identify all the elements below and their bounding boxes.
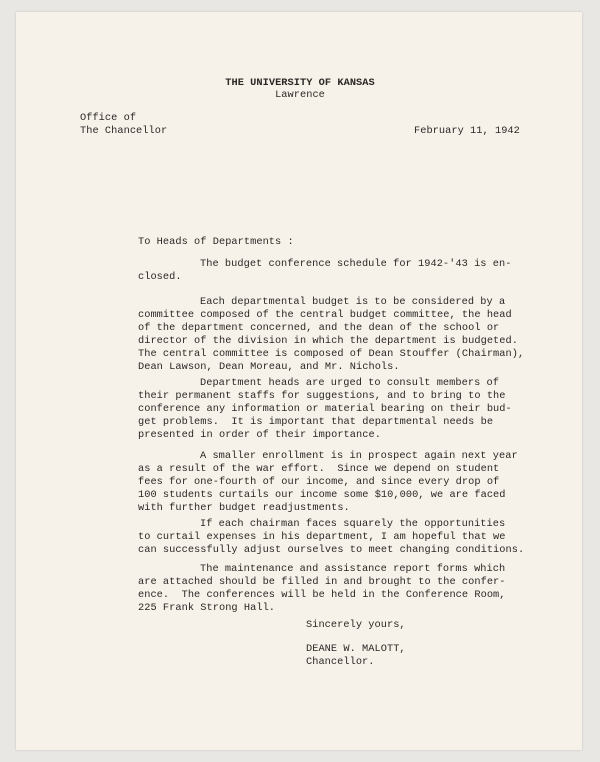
paragraph-line: as a result of the war effort. Since we depend on student bbox=[138, 463, 500, 475]
paragraph-line: of the department concerned, and the dean of the school or bbox=[138, 322, 500, 334]
paragraph-line: Each departmental budget is to be considered by a bbox=[200, 296, 506, 308]
letterhead-city: Lawrence bbox=[275, 89, 325, 101]
closing: Sincerely yours, bbox=[306, 619, 406, 631]
paragraph-line: get problems. It is important that departmental needs be bbox=[138, 416, 494, 428]
paragraph-line: fees for one-fourth of our income, and since every drop of bbox=[138, 476, 500, 488]
paragraph-line: closed. bbox=[138, 271, 182, 283]
salutation: To Heads of Departments : bbox=[138, 236, 294, 248]
paragraph-line: presented in order of their importance. bbox=[138, 429, 381, 441]
paragraph-line: 225 Frank Strong Hall. bbox=[138, 602, 276, 614]
paragraph-line: The maintenance and assistance report forms which bbox=[200, 563, 506, 575]
paragraph-line: director of the division in which the department is budgeted. bbox=[138, 335, 518, 347]
paragraph-line: their permanent staffs for suggestions, and to bring to the bbox=[138, 390, 506, 402]
letter-page bbox=[16, 12, 582, 750]
paragraph-line: to curtail expenses in his department, I am hopeful that we bbox=[138, 531, 506, 543]
paragraph-line: A smaller enrollment is in prospect again next year bbox=[200, 450, 518, 462]
letter-date: February 11, 1942 bbox=[414, 125, 520, 137]
signer-name: DEANE W. MALOTT, bbox=[306, 643, 406, 655]
letterhead-university: THE UNIVERSITY OF KANSAS bbox=[225, 77, 375, 89]
office-line-1: Office of bbox=[80, 112, 137, 124]
signer-title: Chancellor. bbox=[306, 656, 375, 668]
paragraph-line: ence. The conferences will be held in the Conference Room, bbox=[138, 589, 506, 601]
office-line-2: The Chancellor bbox=[80, 125, 168, 137]
paragraph-line: can successfully adjust ourselves to meet changing conditions. bbox=[138, 544, 525, 556]
paragraph-line: committee composed of the central budget committee, the head bbox=[138, 309, 512, 321]
paragraph-line: The central committee is composed of Dean Stouffer (Chairman), bbox=[138, 348, 525, 360]
paragraph-line: 100 students curtails our income some $10,000, we are faced bbox=[138, 489, 506, 501]
paragraph-line: If each chairman faces squarely the opportunities bbox=[200, 518, 506, 530]
paragraph-line: are attached should be filled in and brought to the confer- bbox=[138, 576, 506, 588]
paragraph-line: The budget conference schedule for 1942-'43 is en- bbox=[200, 258, 512, 270]
paragraph-line: with further budget readjustments. bbox=[138, 502, 350, 514]
paragraph-line: Dean Lawson, Dean Moreau, and Mr. Nichols. bbox=[138, 361, 400, 373]
paragraph-line: conference any information or material bearing on their bud- bbox=[138, 403, 512, 415]
paragraph-line: Department heads are urged to consult members of bbox=[200, 377, 499, 389]
